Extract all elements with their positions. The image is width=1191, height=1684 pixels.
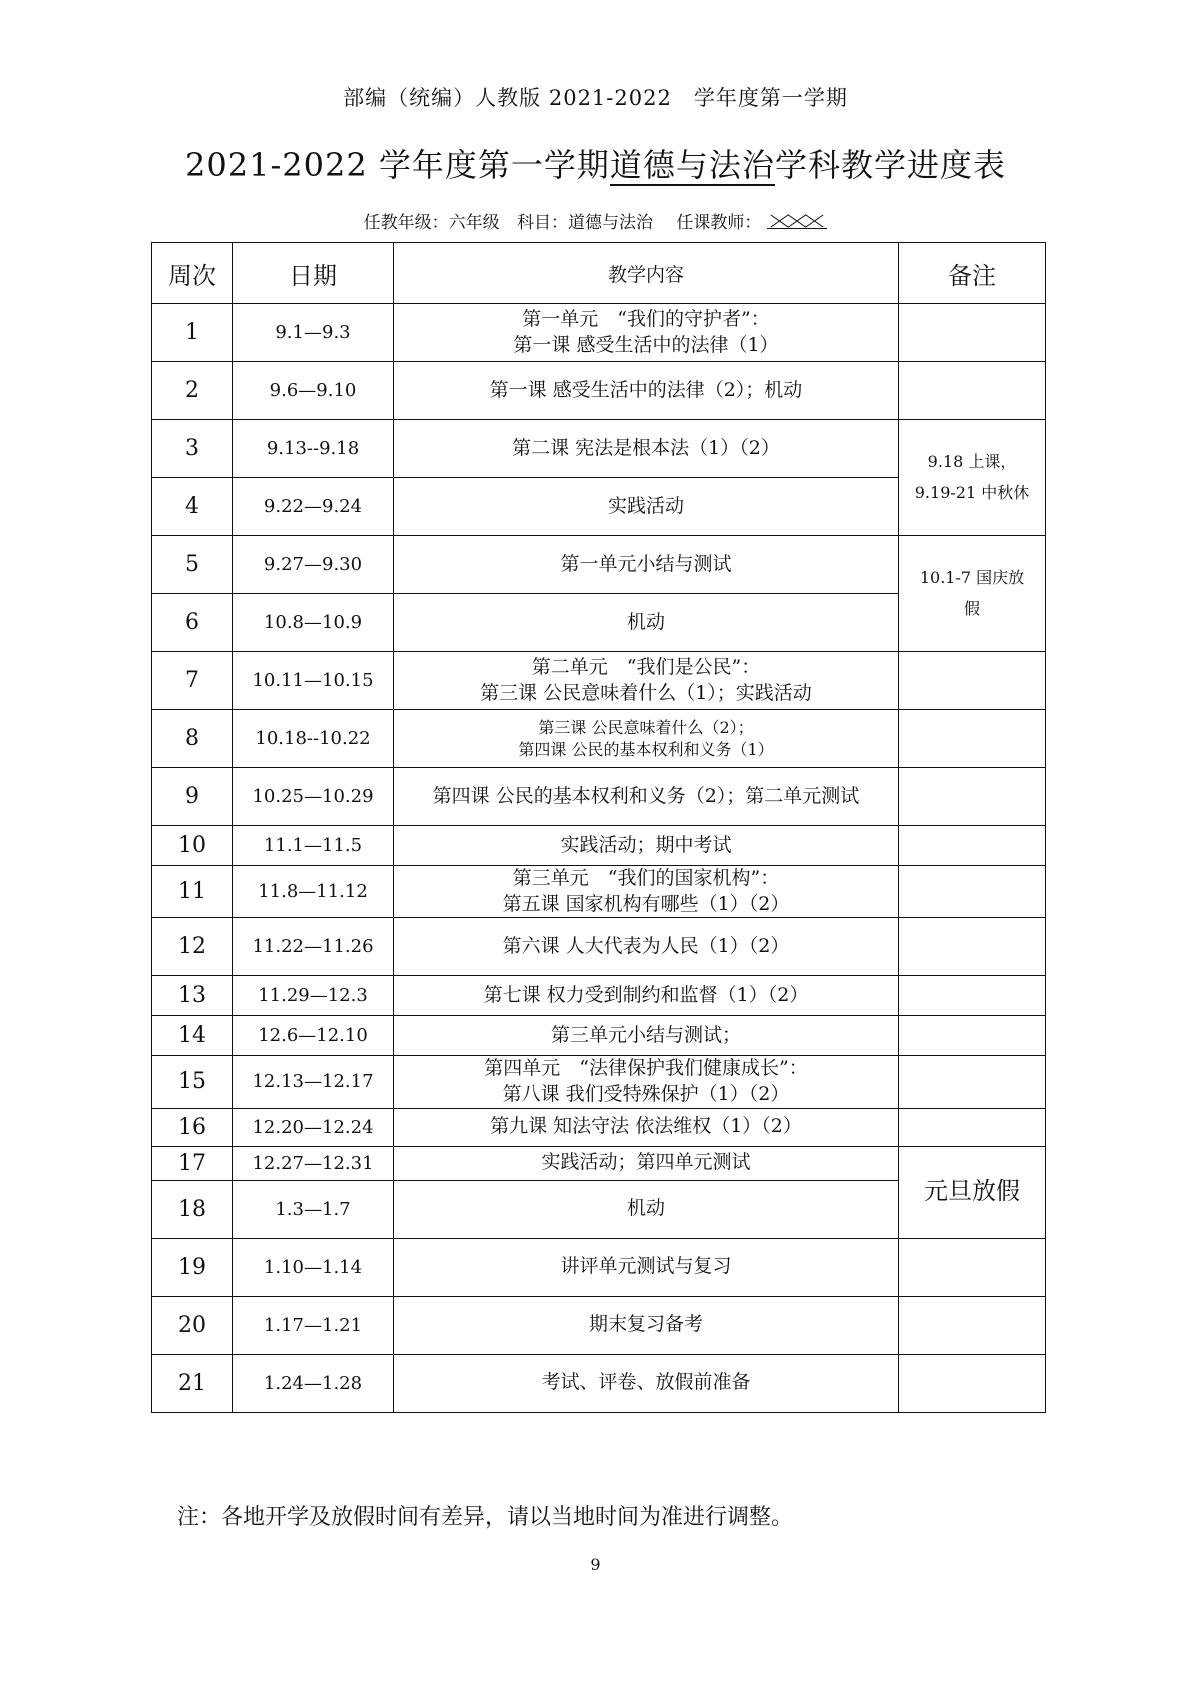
table-row [152, 1016, 1046, 1056]
table-row [152, 768, 1046, 826]
teacher-label: 任课教师： [670, 213, 827, 233]
cell-date: 12.20—12.24 [233, 1108, 394, 1146]
cell-note: 元旦放假 [899, 1146, 1046, 1238]
cell-date: 10.8—10.9 [233, 594, 394, 652]
table-row [152, 536, 1046, 594]
title-prefix: 2021-2022 学年度第一学期 [185, 146, 610, 184]
title-suffix: 学科教学进度表 [774, 146, 1006, 184]
cell-date: 9.27—9.30 [233, 536, 394, 594]
cell-week: 16 [152, 1108, 233, 1146]
cell-content: 第六课 人大代表为人民（1）（2） [394, 918, 899, 976]
cell-content: 第一课 感受生活中的法律（2）；机动 [394, 362, 899, 420]
cell-note-empty [899, 1354, 1046, 1412]
title-subject: 道德与法治 [609, 146, 775, 184]
table-row [152, 652, 1046, 710]
cell-content: 第四单元 “法律保护我们健康成长”： 第八课 我们受特殊保护（1）（2） [394, 1056, 899, 1108]
cell-content: 讲评单元测试与复习 [394, 1238, 899, 1296]
cell-date: 1.3—1.7 [233, 1180, 394, 1238]
cell-date: 10.11—10.15 [233, 652, 394, 710]
cell-content: 第二课 宪法是根本法（1）（2） [394, 420, 899, 478]
cell-content: 期末复习备考 [394, 1296, 899, 1354]
table-header-row [152, 243, 1046, 304]
cell-date: 10.25—10.29 [233, 768, 394, 826]
table-row [152, 918, 1046, 976]
cell-note-empty [899, 1016, 1046, 1056]
header-content: 教学内容 [394, 243, 899, 304]
cell-date: 9.13--9.18 [233, 420, 394, 478]
cell-note-empty [899, 1056, 1046, 1108]
cell-week: 3 [152, 420, 233, 478]
cell-content: 第三课 公民意味着什么（2）； 第四课 公民的基本权利和义务（1） [394, 710, 899, 768]
cell-date: 9.22—9.24 [233, 478, 394, 536]
cell-content: 第一单元小结与测试 [394, 536, 899, 594]
cell-note-empty [899, 652, 1046, 710]
table-row [152, 420, 1046, 478]
cell-date: 12.6—12.10 [233, 1016, 394, 1056]
cell-content: 实践活动；第四单元测试 [394, 1146, 899, 1180]
cell-week: 18 [152, 1180, 233, 1238]
table-row [152, 1146, 1046, 1180]
cell-date: 1.17—1.21 [233, 1296, 394, 1354]
page-number: 9 [590, 1555, 601, 1574]
cell-date: 11.1—11.5 [233, 826, 394, 866]
cell-note-empty [899, 1238, 1046, 1296]
cell-content: 考试、评卷、放假前准备 [394, 1354, 899, 1412]
teacher-placeholder-mark [767, 214, 827, 229]
cell-week: 11 [152, 866, 233, 918]
cell-week: 8 [152, 710, 233, 768]
cell-content: 第三单元小结与测试； [394, 1016, 899, 1056]
cell-date: 12.27—12.31 [233, 1146, 394, 1180]
cell-week: 21 [152, 1354, 233, 1412]
page-title [0, 140, 1191, 186]
cell-date: 1.10—1.14 [233, 1238, 394, 1296]
cell-note: 10.1-7 国庆放 假 [899, 536, 1046, 652]
cell-date: 9.1—9.3 [233, 304, 394, 362]
table-row [152, 1354, 1046, 1412]
cell-week: 9 [152, 768, 233, 826]
cell-note-empty [899, 710, 1046, 768]
table-row [152, 362, 1046, 420]
cell-date: 11.29—12.3 [233, 976, 394, 1016]
cell-content: 机动 [394, 594, 899, 652]
cell-week: 5 [152, 536, 233, 594]
header-note: 备注 [899, 243, 1046, 304]
table-row [152, 976, 1046, 1016]
cell-note-empty [899, 976, 1046, 1016]
cell-week: 7 [152, 652, 233, 710]
cell-week: 12 [152, 918, 233, 976]
table-row [152, 1238, 1046, 1296]
cell-note-empty [899, 1108, 1046, 1146]
table-row [152, 304, 1046, 362]
table-row [152, 1296, 1046, 1354]
footnote: 注：各地开学及放假时间有差异，请以当地时间为准进行调整。 [177, 1505, 794, 1530]
cell-date: 11.8—11.12 [233, 866, 394, 918]
cell-week: 19 [152, 1238, 233, 1296]
table-row [152, 1108, 1046, 1146]
cell-week: 1 [152, 304, 233, 362]
cell-week: 14 [152, 1016, 233, 1056]
cell-date: 1.24—1.28 [233, 1354, 394, 1412]
cell-week: 10 [152, 826, 233, 866]
cell-note-empty [899, 362, 1046, 420]
table-row [152, 1056, 1046, 1108]
header-week: 周次 [152, 243, 233, 304]
cell-note-empty [899, 1296, 1046, 1354]
cell-week: 13 [152, 976, 233, 1016]
cell-content: 第四课 公民的基本权利和义务（2）；第二单元测试 [394, 768, 899, 826]
cell-note-empty [899, 304, 1046, 362]
cell-content: 第二单元 “我们是公民”： 第三课 公民意味着什么（1）；实践活动 [394, 652, 899, 710]
subject-label: 科目：道德与法治 [517, 213, 653, 233]
cell-note: 9.18 上课， 9.19-21 中秋休 [899, 420, 1046, 536]
cell-date: 12.13—12.17 [233, 1056, 394, 1108]
table-row [152, 866, 1046, 918]
cell-date: 9.6—9.10 [233, 362, 394, 420]
cell-date: 10.18--10.22 [233, 710, 394, 768]
cell-note-empty [899, 768, 1046, 826]
document-header: 部编（统编）人教版 2021-2022 学年度第一学期 [343, 86, 848, 110]
cell-note-empty [899, 866, 1046, 918]
cell-content: 第一单元 “我们的守护者”： 第一课 感受生活中的法律（1） [394, 304, 899, 362]
header-date: 日期 [233, 243, 394, 304]
table-row [152, 826, 1046, 866]
cell-content: 第七课 权力受到制约和监督（1）（2） [394, 976, 899, 1016]
grade-label: 任教年级：六年级 [363, 213, 500, 233]
cell-content: 第三单元 “我们的国家机构”： 第五课 国家机构有哪些（1）（2） [394, 866, 899, 918]
cell-week: 15 [152, 1056, 233, 1108]
cell-week: 17 [152, 1146, 233, 1180]
cell-date: 11.22—11.26 [233, 918, 394, 976]
cell-week: 20 [152, 1296, 233, 1354]
cell-week: 2 [152, 362, 233, 420]
cell-content: 实践活动 [394, 478, 899, 536]
meta-line [0, 208, 1191, 233]
table-row [152, 710, 1046, 768]
cell-content: 机动 [394, 1180, 899, 1238]
cell-note-empty [899, 826, 1046, 866]
cell-content: 实践活动；期中考试 [394, 826, 899, 866]
cell-week: 6 [152, 594, 233, 652]
schedule-table [151, 242, 1046, 1413]
cell-week: 4 [152, 478, 233, 536]
cell-note-empty [899, 918, 1046, 976]
cell-content: 第九课 知法守法 依法维权（1）（2） [394, 1108, 899, 1146]
